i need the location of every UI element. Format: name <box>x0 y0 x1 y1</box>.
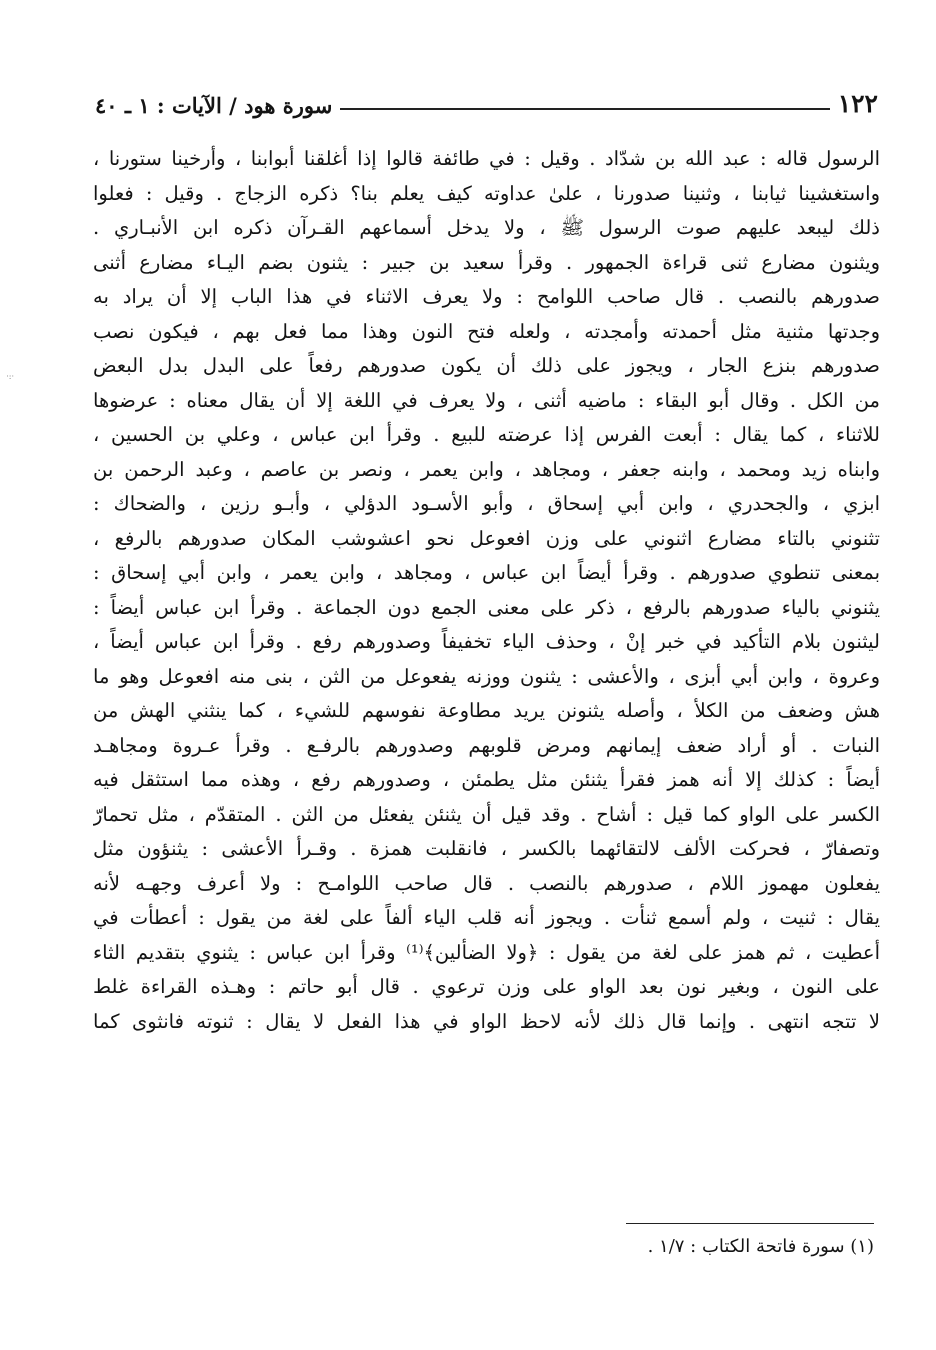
page-number: ١٢٢ <box>837 89 878 118</box>
text-line: النبات . أو أراد ضعف إيمانهم ومرض قلوبهم وصدورهم بالرفـع . وقرأ عـروة ومجاهـد <box>93 733 880 757</box>
text-line: واستغشينا ثيابنا ، وثنينا صدورنا ، علىٰ عداوته كيف يعلم بنا؟ ذكره الزجاج . وقيل : فعلوا <box>93 181 880 205</box>
text-line: يثنوني بالياء صدورهم بالرفع ، ذكر على معنى الجمع دون الجماعة . وقرأ ابن عباس أيضاً : <box>93 595 880 619</box>
text-line: أعطيت ، ثم همز على لغة من يقول : ﴿ولا الضألين﴾⁽¹⁾ وقرأ ابن عباس : يثنوي بتقديم الثاء <box>93 940 880 964</box>
footnote-rule <box>626 1223 874 1224</box>
text-line: الرسول قاله : عبد الله بن شدّاد . وقيل : في طائفة قالوا إذا أغلقنا أبوابنا ، وأرخينا ستورنا ، <box>93 147 880 170</box>
text-line: هش وضعف من الكلأ ، وأصله يثنونن يريد مطاوعة نفوسهم للشيء ، كما ينثني الهش من <box>93 699 880 722</box>
text-line: صدورهم بالنصب . قال صاحب اللوامح : ولا يعرف الاثناء في هذا الباب إلا أن يراد به <box>93 285 880 308</box>
text-line: للاثناء ، كما يقال : أبعت الفرس إذا عرضته للبيع . وقرأ ابن عباس ، وعلي بن الحسين ، <box>93 423 880 446</box>
text-line: بمعنى تنطوي صدورهم . وقرأ أيضاً ابن عباس ، ومجاهد ، وابن يعمر ، وابن أبي إسحاق : <box>93 561 880 584</box>
page-header <box>95 84 878 118</box>
text-line: ويثنون مضارع ثنى قراءة الجمهور . وقرأ سعيد بن جبير : يثنون بضم اليـاء مضارع أثنى <box>93 250 880 274</box>
text-line: يقال : ثنيت ، ولم أسمع ثنأت . ويجوز أنه قلب الياء ألفاً على لغة من يقول : أعطأت في <box>93 906 880 929</box>
running-head: سورة هود / الآيات : ١ ـ ٤٠ <box>95 93 333 118</box>
text-line: ليثنون بلام التأكيد في خبر إنْ ، وحذف الياء تخفيفاً وصدورهم رفع . وقرأ ابن عباس أيضاً ، <box>93 630 880 653</box>
text-line: وعروة ، وابن أبي أبزى ، والأعشى : يثنون ووزنه يفعوعل من الثن ، بنى منه افعوعل وهو ما <box>93 664 880 688</box>
footnote: (١) سورة فاتحة الكتاب : ١/٧ . <box>647 1236 874 1257</box>
text-line: من الكل . وقال أبو البقاء : ماضيه أثنى ، ولا يعرف في اللغة إلا أن يقال معناه : عرضوها <box>93 388 880 412</box>
margin-scan-mark: ·:· <box>6 372 14 380</box>
text-line: على النون ، وبغير نون بعد الواو على وزن ترعوي . قال أبو حاتم : وهـذه القراءة غلط <box>93 975 880 998</box>
text-line: ذلك ليبعد عليهم صوت الرسول ﷺ ، ولا يدخل أسماعهم القـرآن ذكره ابن الأنبـاري . <box>93 216 880 239</box>
text-line: صدورهم بنزع الجار ، ويجوز على ذلك أن يكون صدورهم رفعاً على البدل بدل البعض <box>93 354 880 377</box>
text-line: يفعلون مهموز اللام ، صدورهم بالنصب . قال صاحب اللوامـح : ولا أعرف وجهـه لأنه <box>93 871 880 895</box>
text-line: أيضاً : كذلك إلا أنه همز فقرأ يثنئن مثل يطمئن ، وصدورهم رفع ، وهذه مما استثقل فيه <box>93 768 880 791</box>
text-line: وابناه زيد ومحمد ، وابنه جعفر ، ومجاهد ، وابن يعمر ، ونصر بن عاصم ، وعبد الرحمن بن <box>93 457 880 481</box>
body-text <box>93 142 880 1039</box>
text-line: تثنوني بالتاء مضارع اثنوني على وزن افعوعل نحو اعشوشب المكان صدورهم بالرفع ، <box>93 526 880 550</box>
header-rule <box>340 108 829 110</box>
text-line: ابزي ، والجحدري ، وابن أبي إسحاق ، وأبو الأسـود الدؤلي ، وأبـو رزين ، والضحاك : <box>93 492 880 515</box>
text-line: وتصفارّ ، فحركت الألف لالتقائهما بالكسر ، فانقلبت همزة . وقـرأ الأعشى : يثنؤون مثل <box>93 837 880 860</box>
text-line: لا تتجه انتهى . وإنما قال ذلك لأنه لاحظ الواو في هذا الفعل لا يقال : ثنوته فانثوى كما <box>93 1009 880 1033</box>
text-line: الكسر على الواو كما قيل : أشاح . وقد قيل أن يثنئن يفعئل من الثن . المتقدّم ، مثل تحمارّ <box>93 802 880 826</box>
text-line: وجدتها مثنية مثل أحمدته وأمجدته ، ولعله فتح النون وهذا مما فعل بهم ، فيكون نصب <box>93 319 880 343</box>
